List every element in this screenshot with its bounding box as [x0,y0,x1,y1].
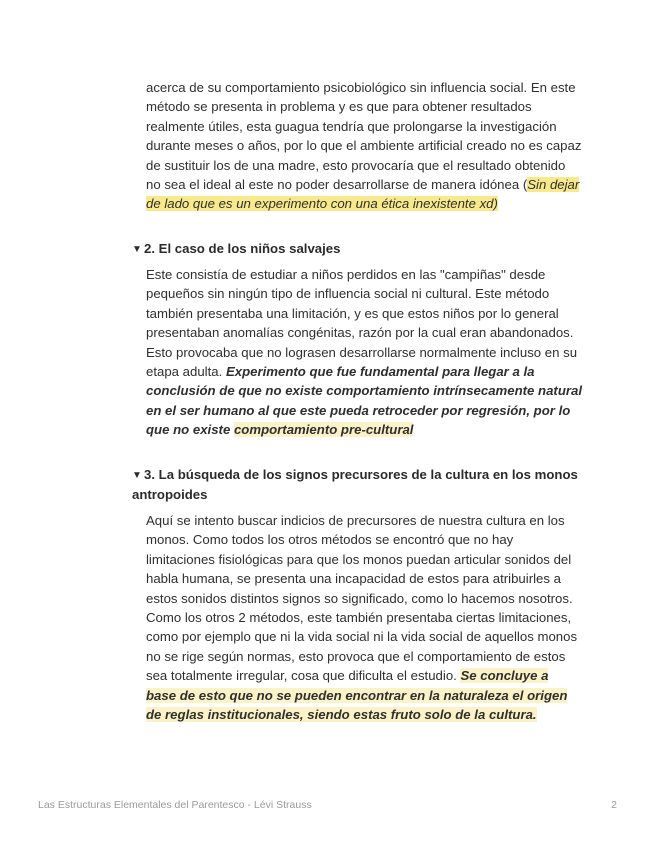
footer-title: Las Estructuras Elementales del Parentesco - Lévi Strauss [38,799,312,811]
highlighted-conclusion: no se pueden encontrar en la naturaleza el origen de reglas institucionales, siendo estas fruto solo de la cultura. [146,687,568,723]
toggle-triangle-icon[interactable]: ▼ [132,244,142,255]
open-parenthesis: ( [522,177,528,193]
paragraph-text: Aquí se intento buscar indicios de precursores de nuestra cultura en los monos. Como todos los otros métodos se encontró que no hay limitaciones fisiológicas para que los monos puedan articular sonidos del habla humana, se presenta una incapacidad de estos para atribuirles a estos sonidos distintos signos so significado, como lo hacemos nosotros. Como los otros 2 métodos, este también presentaba ciertas limitaciones, como por ejemplo que ni la vida social ni la vida social de aquellos monos no se rige según normas, esto provoca que el comportamiento de estos sea totalmente irregular, cosa que dificulta el estudio. [146,513,578,684]
bold-italic-conclusion: Experimento que fue fundamental para llegar a la conclusión de que no existe comportamiento intrínsecamente natural en el ser humano al que este pueda retroceder por regresión, por lo que no existe [146,364,583,438]
toggle-heading-text: 2. El caso de los niños salvajes [144,241,341,256]
highlighted-conclusion: comportamiento pre-cultural [233,422,414,438]
paragraph-ninos-salvajes [146,265,582,440]
toggle-heading-monos-antropoides[interactable] [132,465,582,505]
paragraph-text: acerca de su comportamiento psicobiológico sin influencia social. En este método se presenta in problema y es que para obtener resultados realmente útiles, esta guagua tendría que prolongarse la investigación durante meses o años, por lo que el ambiente artificial creado no es capaz de sustituir los de una madre, esto provocaría que el resultado obtenido no sea el ideal al este no poder desarrollarse de manera idónea [146,80,582,193]
footer-page-number: 2 [611,799,617,811]
bold-italic-conclusion: Se concluye a base de esto que [146,668,549,703]
paragraph-comportamiento [146,78,582,214]
toggle-triangle-icon[interactable]: ▼ [132,470,142,481]
toggle-heading-ninos-salvajes[interactable] [132,239,582,259]
highlighted-remark: Sin dejar de lado que es un experimento con una ética inexistente xd) [146,177,580,212]
paragraph-text: Este consistía de estudiar a niños perdidos en las "campiñas" desde pequeños sin ningún tipo de influencia social ni cultural. Este método también presentaba una limitación, y es que estos niños por lo general presentaban anomalías congénitas, razón por la cual eran abandonados. Esto provocaba que no lograsen desarrollarse normalmente incluso en su etapa adulta. [146,267,578,380]
paragraph-monos-antropoides [146,511,582,724]
toggle-heading-text: 3. La búsqueda de los signos precursores de la cultura en los monos antropoides [132,467,578,503]
